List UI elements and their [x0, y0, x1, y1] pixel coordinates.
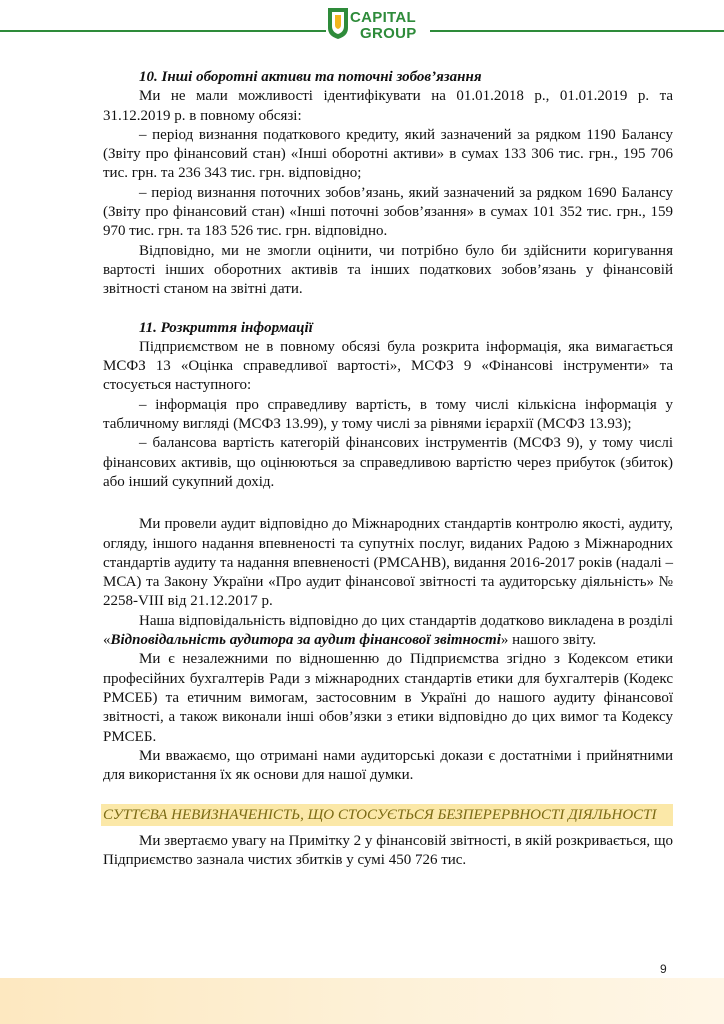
basis-p2-bold: Відповідальність аудитора за аудит фінансової звітності — [110, 632, 501, 649]
section-10-heading: 10. Інші оборотні активи та поточні зобов’язання — [139, 69, 482, 85]
section-11-heading: 11. Розкриття інформації — [139, 319, 313, 336]
basis-paragraph-2 — [103, 612, 673, 651]
footer-band — [0, 978, 724, 1024]
document-body — [103, 68, 673, 870]
section-10-paragraph-3: – період визнання поточних зобов’язань, який зазначений за рядком 1690 Балансу (Звіту про фінансовий стан) «Інші поточні зобов’язання» в сумах 101 352 тис. грн., 159 970 тис. грн. та 183 526 тис. грн. відповідно. — [103, 184, 673, 240]
page-number: 9 — [660, 962, 667, 976]
section-11-paragraph-2: – інформація про справедливу вартість, в тому числі кількісна інформація у табличному вигляді (МСФЗ 13.99), у тому числі за рівнями ієрархії (МСФЗ 13.93); — [103, 396, 673, 433]
section-10-paragraph-4: Відповідно, ми не змогли оцінити, чи потрібно було би здійснити коригування вартості інших оборотних активів та інших податкових зобов’язань у фінансовій звітності станом на звітні дати. — [103, 242, 673, 298]
going-concern-paragraph-1: Ми звертаємо увагу на Примітку 2 у фінансовій звітності, в якій розкривається, що Підприємство зазнала чистих збитків у сумі 450 726 тис. — [103, 832, 673, 868]
logo-text-capital: CAPITAL — [350, 9, 416, 26]
basis-paragraph-1: Ми провели аудит відповідно до Міжнародних стандартів контролю якості, аудиту, огляду, іншого надання впевненості та супутніх послуг, виданих Радою з Міжнародних стандартів аудиту та надання впевненості (РМСАНВ), видання 2016-2017 років (надалі – МСА) та Закону України «Про аудит фінансової звітності та аудиторську діяльність» № 2258-VIII від 21.12.2017 р. — [103, 516, 673, 610]
section-10-paragraph-2: – період визнання податкового кредиту, який зазначений за рядком 1190 Балансу (Звіту про фінансовий стан) «Інші оборотні активи» в сумах 133 306 тис. грн., 195 706 тис. грн. та 236 343 тис. грн. відповідно; — [103, 126, 673, 182]
basis-paragraph-4: Ми вважаємо, що отримані нами аудиторські докази є достатніми і прийнятними для використання їх як основи для нашої думки. — [103, 747, 673, 784]
logo-text-group: GROUP — [360, 25, 417, 42]
logo-emblem-icon — [326, 6, 350, 40]
section-10-paragraph-1: Ми не мали можливості ідентифікувати на 01.01.2018 р., 01.01.2019 р. та 31.12.2019 р. в повному обсязі: — [103, 88, 673, 124]
spacer — [103, 785, 673, 804]
going-concern-banner: СУТТЄВА НЕВИЗНАЧЕНІСТЬ, ЩО СТОСУЄТЬСЯ БЕЗПЕРЕРВНОСТІ ДІЯЛЬНОСТІ — [101, 804, 673, 825]
section-11-paragraph-1: Підприємством не в повному обсязі була розкрита інформація, яка вимагається МСФЗ 13 «Оцінка справедливої вартості», МСФЗ 9 «Фінансові інструменти» та стосується наступного: — [103, 338, 673, 394]
spacer — [103, 492, 673, 515]
basis-paragraph-3: Ми є незалежними по відношенню до Підприємства згідно з Кодексом етики професійних бухгалтерів Ради з міжнародних стандартів етики для бухгалтерів (Кодекс РМСЕБ) та етичним вимогам, застосовним в Україні до нашого аудиту фінансової звітності, а також виконали інші обов’язки з етики відповідно до цих вимог та Кодексу РМСЕБ. — [103, 651, 673, 745]
company-logo — [326, 6, 430, 46]
basis-p2-before: Наша відповідальність відповідно до цих стандартів додатково викладена в розділі « — [103, 612, 673, 649]
section-11-paragraph-3: – балансова вартість категорій фінансових інструментів (МСФЗ 9), у тому числі фінансових активів, що оцінюються за справедливою вартістю через прибуток (збиток) або інший сукупний дохід. — [103, 435, 673, 490]
basis-p2-after: » нашого звіту. — [500, 632, 597, 649]
spacer — [103, 300, 673, 319]
